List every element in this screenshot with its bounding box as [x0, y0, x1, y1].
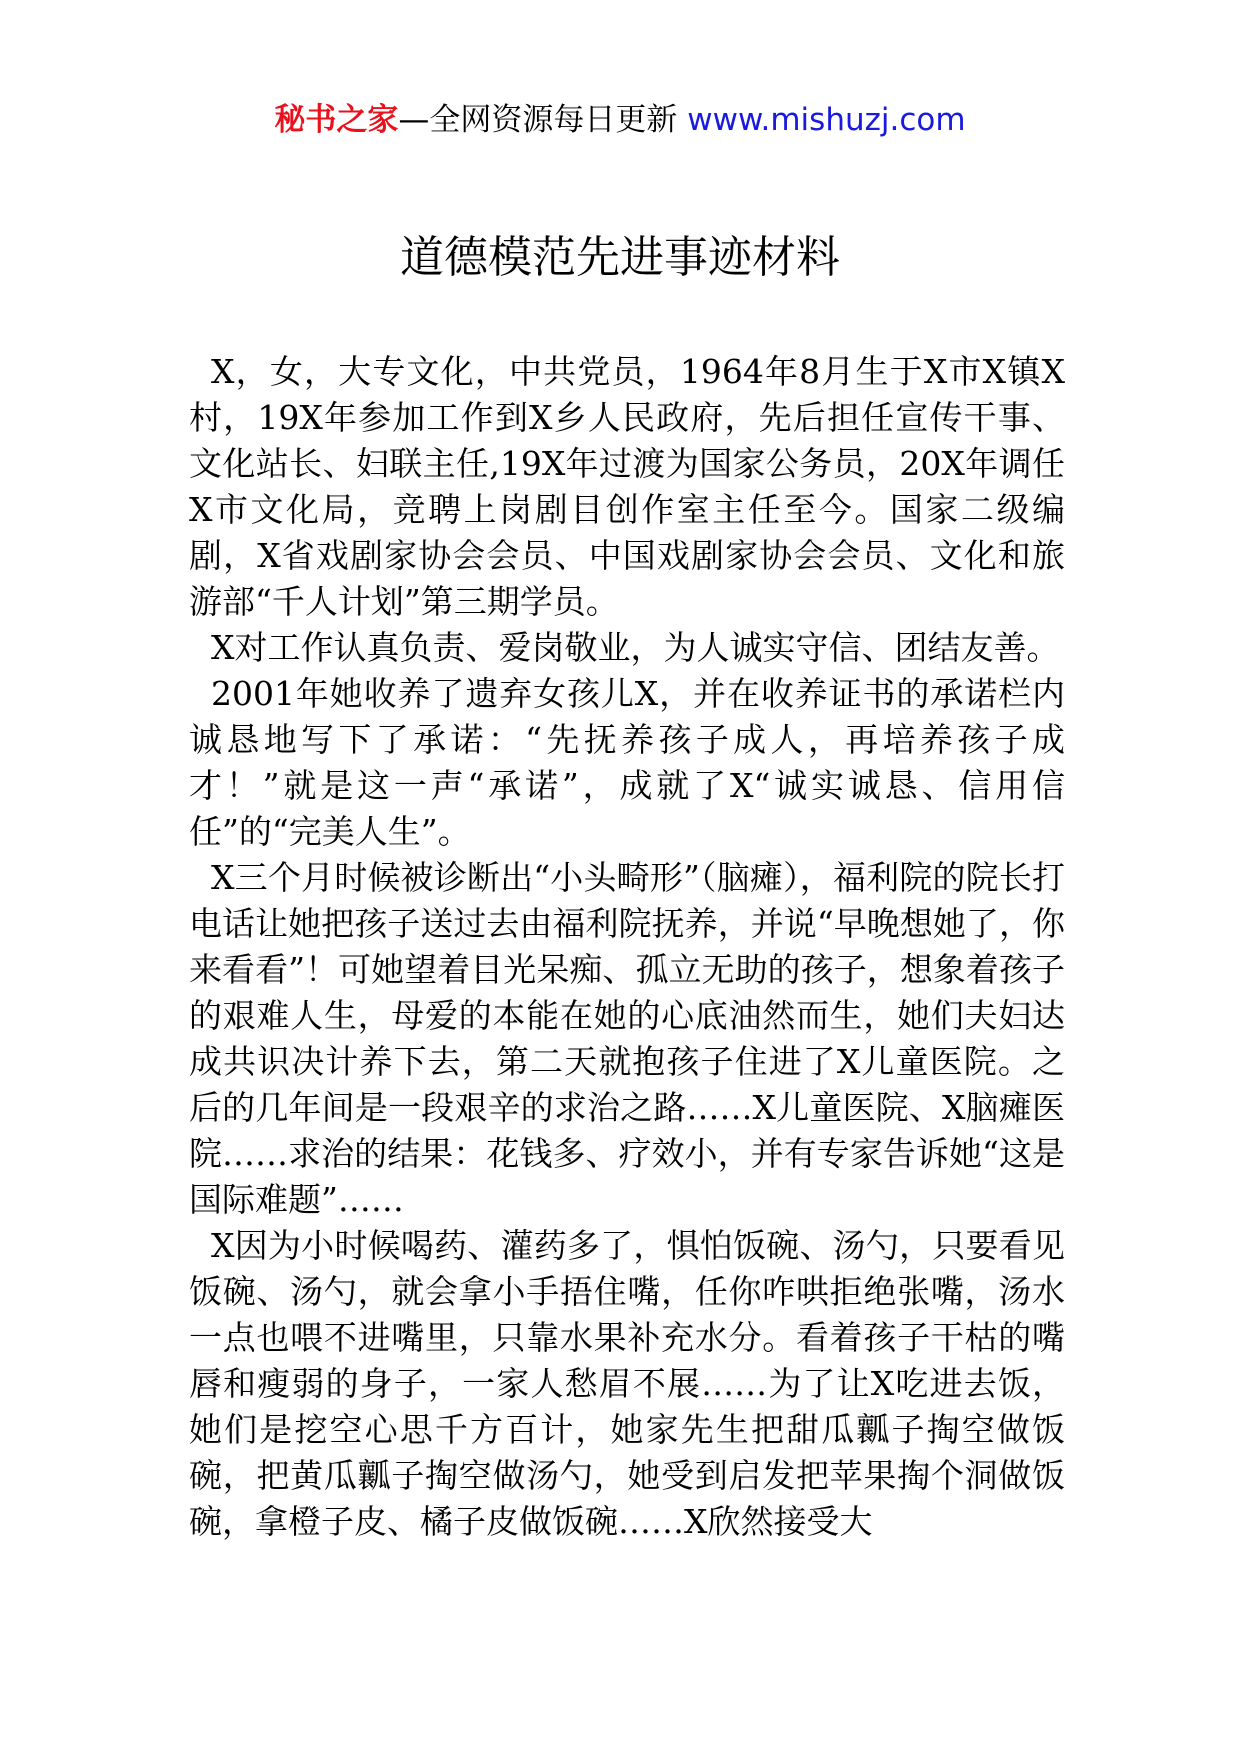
site-header: [0, 98, 1240, 142]
paragraph: X对工作认真负责、爱岗敬业，为人诚实守信、团结友善。: [211, 628, 1060, 667]
brand-name: 秘书之家: [274, 102, 399, 138]
header-tagline: —全网资源每日更新: [398, 102, 688, 138]
site-url-link[interactable]: www.mishuzj.com: [687, 102, 966, 138]
paragraph: X因为小时候喝药、灌药多了，惧怕饭碗、汤勺，只要看见饭碗、汤勺，就会拿小手捂住嘴，任你咋哄拒绝张嘴，汤水一点也喂不进嘴里，只靠水果补充水分。看着孩子干枯的嘴唇和瘦弱的身子，一家人愁眉不展……为了让X吃进去饭，她们是挖空心思千方百计，她家先生把甜瓜瓤子掏空做饭碗，把黄瓜瓤子掏空做汤勺，她受到启发把苹果掏个洞做饭碗，拿橙子皮、橘子皮做饭碗……X欣然接受大: [189, 1226, 1065, 1541]
document-body: [189, 349, 1065, 1545]
paragraph: 2001年她收养了遗弃女孩儿X，并在收养证书的承诺栏内诚恳地写下了承诺：“先抚养孩子成人，再培养孩子成才！”就是这一声“承诺”，成就了X“诚实诚恳、信用信任”的“完美人生”。: [189, 674, 1065, 851]
paragraph: X三个月时候被诊断出“小头畸形”（脑瘫），福利院的院长打电话让她把孩子送过去由福利院抚养，并说“早晚想她了，你来看看”！可她望着目光呆痴、孤立无助的孩子，想象着孩子的艰难人生，母爱的本能在她的心底油然而生，她们夫妇达成共识决计养下去，第二天就抱孩子住进了X儿童医院。之后的几年间是一段艰辛的求治之路……X儿童医院、X脑瘫医院……求治的结果：花钱多、疗效小，并有专家告诉她“这是国际难题”……: [189, 858, 1065, 1219]
document-title: 道德模范先进事迹材料: [400, 232, 840, 283]
paragraph: X，女，大专文化，中共党员，1964年8月生于X市X镇X村，19X年参加工作到X乡人民政府，先后担任宣传干事、文化站长、妇联主任,19X年过渡为国家公务员，20X年调任X市文化局，竞聘上岗剧目创作室主任至今。国家二级编剧，X省戏剧家协会会员、中国戏剧家协会会员、文化和旅游部“千人计划”第三期学员。: [189, 352, 1065, 621]
